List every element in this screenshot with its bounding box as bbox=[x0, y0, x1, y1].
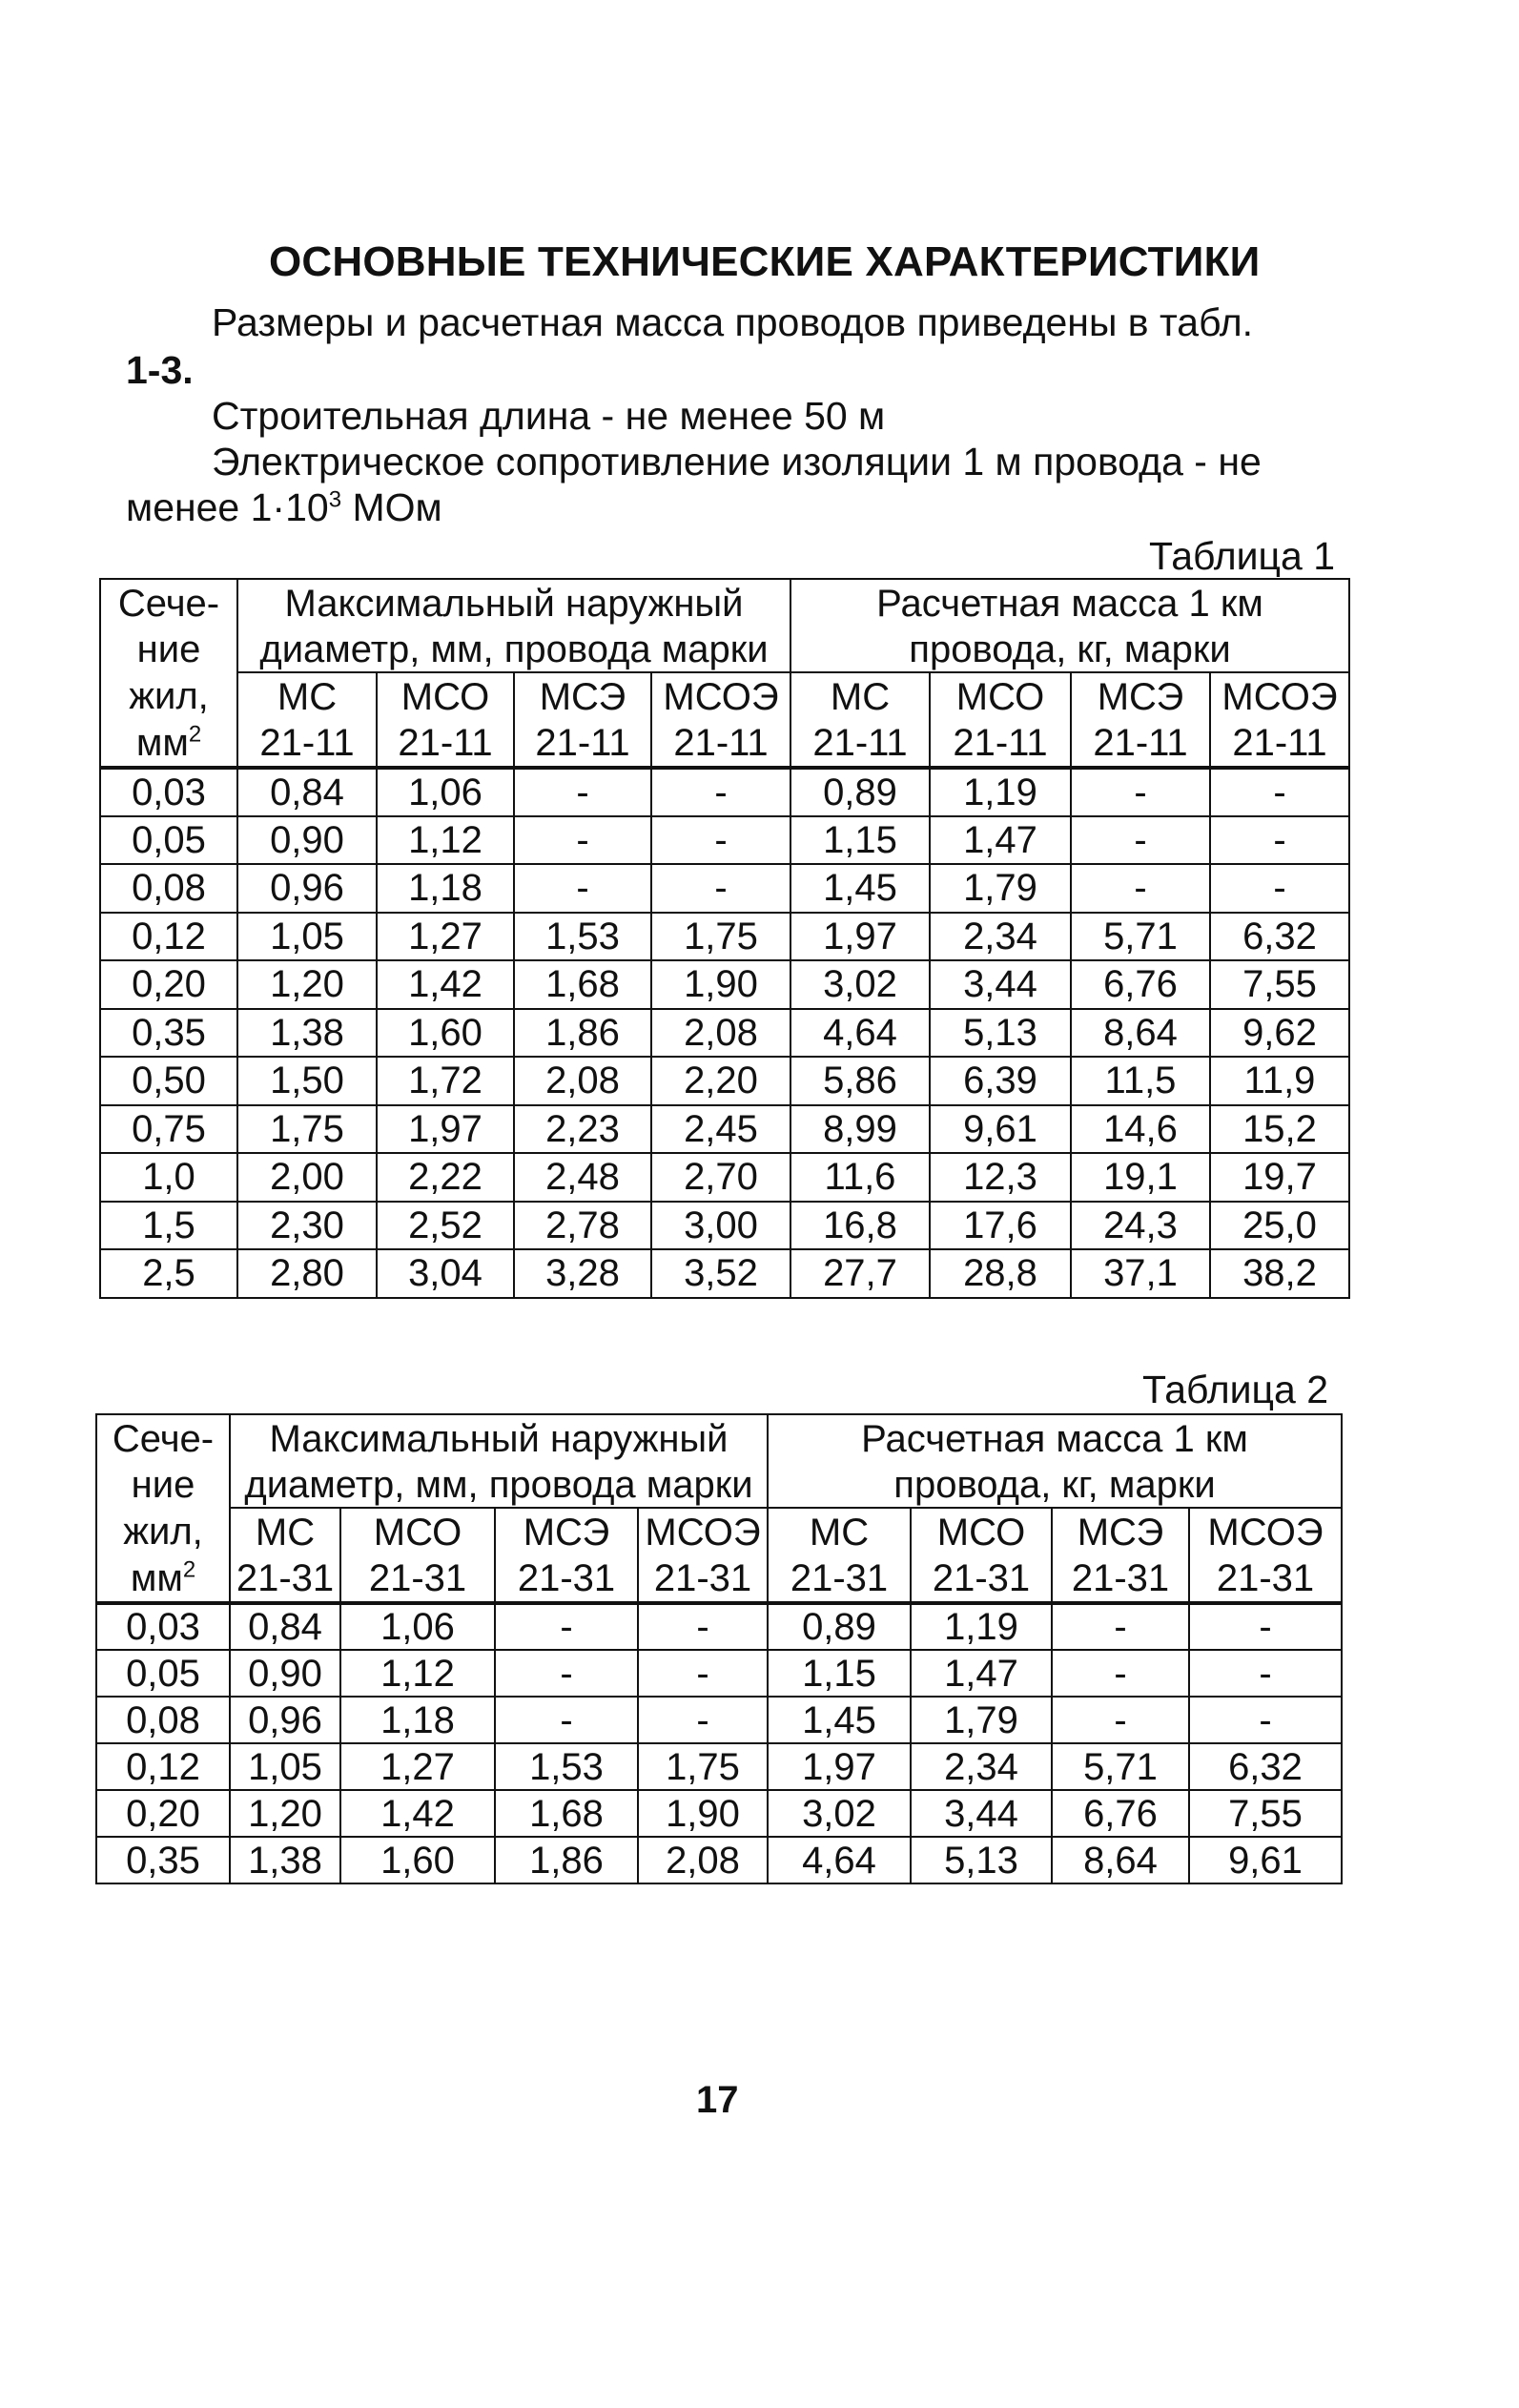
table1-brand: МСОЭ bbox=[651, 672, 790, 720]
table-cell-value: - bbox=[1052, 1697, 1189, 1743]
table-cell-value: 1,53 bbox=[514, 913, 651, 961]
table1-brand: МСЭ bbox=[514, 672, 651, 720]
table-cell-value: 0,84 bbox=[230, 1603, 340, 1650]
table-cell-section: 1,5 bbox=[100, 1202, 237, 1250]
table-cell-value: 2,34 bbox=[930, 913, 1071, 961]
table-cell-value: 2,08 bbox=[514, 1057, 651, 1105]
table1-diameter-group-header-l2: диаметр, мм, провода марки bbox=[237, 627, 790, 672]
length-paragraph: Строительная длина - не менее 50 м bbox=[212, 394, 886, 438]
table2-brand: МСЭ bbox=[1052, 1508, 1189, 1555]
table-cell-value: 27,7 bbox=[790, 1249, 930, 1298]
table-cell-value: 1,72 bbox=[377, 1057, 514, 1105]
table1-code: 21-11 bbox=[1210, 720, 1349, 768]
table-cell-value: 1,05 bbox=[230, 1743, 340, 1790]
table-cell-value: 4,64 bbox=[790, 1009, 930, 1058]
table2-mass-group-header: Расчетная масса 1 км bbox=[768, 1414, 1342, 1462]
table-cell-value: 12,3 bbox=[930, 1153, 1071, 1202]
intro-paragraph-line1: Размеры и расчетная масса проводов приведены в табл. bbox=[212, 300, 1254, 344]
table-row bbox=[100, 1105, 1349, 1154]
table2-code: 21-31 bbox=[768, 1555, 911, 1603]
table-cell-value: 1,75 bbox=[651, 913, 790, 961]
table-cell-value: 25,0 bbox=[1210, 1202, 1349, 1250]
table-cell-value: 4,64 bbox=[768, 1837, 911, 1883]
table-cell-value: 1,42 bbox=[340, 1790, 495, 1837]
table-cell-value: - bbox=[514, 768, 651, 816]
table-cell-value: - bbox=[1071, 864, 1210, 913]
table-cell-value: 1,90 bbox=[651, 960, 790, 1009]
table-cell-value: 1,19 bbox=[930, 768, 1071, 816]
table-row bbox=[100, 816, 1349, 865]
table-cell-value: - bbox=[638, 1697, 768, 1743]
table-cell-value: - bbox=[1052, 1603, 1189, 1650]
table2-code: 21-31 bbox=[911, 1555, 1052, 1603]
table-cell-value: 5,71 bbox=[1071, 913, 1210, 961]
table-cell-value: 1,60 bbox=[377, 1009, 514, 1058]
table-cell-value: 1,38 bbox=[230, 1837, 340, 1883]
table-cell-value: 2,48 bbox=[514, 1153, 651, 1202]
table-cell-value: 1,53 bbox=[495, 1743, 638, 1790]
table1-section-header-l4: $мм^2$ bbox=[100, 720, 237, 768]
table2-brand: МСО bbox=[340, 1508, 495, 1555]
table-cell-value: - bbox=[1189, 1697, 1342, 1743]
table-cell-value: 16,8 bbox=[790, 1202, 930, 1250]
table2-brand: МСО bbox=[911, 1508, 1052, 1555]
table-cell-section: 1,0 bbox=[100, 1153, 237, 1202]
table-cell-value: - bbox=[651, 864, 790, 913]
table1-section-header-l3: жил, bbox=[100, 672, 237, 720]
table-cell-section: 0,12 bbox=[100, 913, 237, 961]
table-cell-section: 0,05 bbox=[96, 1650, 230, 1697]
table-cell-value: - bbox=[1189, 1650, 1342, 1697]
table-cell-section: 0,03 bbox=[96, 1603, 230, 1650]
table-row bbox=[100, 1153, 1349, 1202]
table1-brand: МСО bbox=[377, 672, 514, 720]
table1-caption: Таблица 1 bbox=[1149, 534, 1335, 578]
table-cell-value: 1,86 bbox=[514, 1009, 651, 1058]
table-cell-value: - bbox=[1189, 1603, 1342, 1650]
table2-section-header-l4: $мм^2$ bbox=[96, 1555, 230, 1603]
table1-mass-group-header-l2: провода, кг, марки bbox=[790, 627, 1349, 672]
table-cell-value: 1,79 bbox=[911, 1697, 1052, 1743]
table1-brand: МС bbox=[237, 672, 377, 720]
table-cell-value: 1,90 bbox=[638, 1790, 768, 1837]
table-cell-value: 1,50 bbox=[237, 1057, 377, 1105]
table1-mass-group-header: Расчетная масса 1 км bbox=[790, 579, 1349, 627]
table-cell-value: 5,71 bbox=[1052, 1743, 1189, 1790]
table-row bbox=[96, 1697, 1342, 1743]
table-cell-value: 2,08 bbox=[638, 1837, 768, 1883]
table-cell-value: 1,12 bbox=[340, 1650, 495, 1697]
table-cell-value: - bbox=[1052, 1650, 1189, 1697]
table-cell-value: 0,96 bbox=[230, 1697, 340, 1743]
table2-diameter-group-header-l2: диаметр, мм, провода марки bbox=[230, 1462, 768, 1508]
table-cell-value: - bbox=[514, 816, 651, 865]
table-cell-value: 9,61 bbox=[1189, 1837, 1342, 1883]
table-cell-value: 2,80 bbox=[237, 1249, 377, 1298]
table-cell-value: 0,96 bbox=[237, 864, 377, 913]
table-cell-value: 5,13 bbox=[930, 1009, 1071, 1058]
table-cell-value: 1,06 bbox=[340, 1603, 495, 1650]
table-cell-value: 19,7 bbox=[1210, 1153, 1349, 1202]
table2-diameter-group-header: Максимальный наружный bbox=[230, 1414, 768, 1462]
table-row bbox=[100, 864, 1349, 913]
table-cell-value: 6,39 bbox=[930, 1057, 1071, 1105]
table-row bbox=[100, 1249, 1349, 1298]
table1-code: 21-11 bbox=[377, 720, 514, 768]
table-cell-value: - bbox=[1071, 816, 1210, 865]
table-cell-value: 1,68 bbox=[514, 960, 651, 1009]
table1-section-header: Сече- bbox=[100, 579, 237, 627]
table-cell-value: 14,6 bbox=[1071, 1105, 1210, 1154]
page-number: 17 bbox=[696, 2079, 739, 2121]
table2-brand: МС bbox=[768, 1508, 911, 1555]
table-cell-value: 3,00 bbox=[651, 1202, 790, 1250]
table-cell-value: - bbox=[1210, 864, 1349, 913]
table-cell-value: 0,84 bbox=[237, 768, 377, 816]
table-cell-value: 3,02 bbox=[768, 1790, 911, 1837]
table-cell-value: 7,55 bbox=[1210, 960, 1349, 1009]
table-cell-value: 1,42 bbox=[377, 960, 514, 1009]
table-cell-value: 1,68 bbox=[495, 1790, 638, 1837]
table-row bbox=[96, 1650, 1342, 1697]
table-cell-value: 3,44 bbox=[930, 960, 1071, 1009]
table2-code: 21-31 bbox=[495, 1555, 638, 1603]
table1-code: 21-11 bbox=[237, 720, 377, 768]
table-cell-value: 11,6 bbox=[790, 1153, 930, 1202]
table-cell-value: 11,9 bbox=[1210, 1057, 1349, 1105]
table-cell-value: 1,38 bbox=[237, 1009, 377, 1058]
table2-code: 21-31 bbox=[340, 1555, 495, 1603]
intro-paragraph-line2: 1-3. bbox=[126, 348, 194, 392]
table1-code: 21-11 bbox=[930, 720, 1071, 768]
table-cell-section: 0,08 bbox=[100, 864, 237, 913]
table2-section-header-l2: ние bbox=[96, 1462, 230, 1508]
table-row bbox=[100, 913, 1349, 961]
table-cell-value: 5,86 bbox=[790, 1057, 930, 1105]
table-row bbox=[96, 1790, 1342, 1837]
table-row bbox=[100, 960, 1349, 1009]
table-cell-value: 3,04 bbox=[377, 1249, 514, 1298]
table2-code: 21-31 bbox=[638, 1555, 768, 1603]
table-cell-value: 1,12 bbox=[377, 816, 514, 865]
table-cell-value: 1,97 bbox=[768, 1743, 911, 1790]
table-cell-value: - bbox=[1071, 768, 1210, 816]
table-cell-value: 1,97 bbox=[790, 913, 930, 961]
table-row bbox=[96, 1837, 1342, 1883]
table1-code: 21-11 bbox=[1071, 720, 1210, 768]
table-row bbox=[100, 1202, 1349, 1250]
table2-code: 21-31 bbox=[1052, 1555, 1189, 1603]
table-cell-value: 2,08 bbox=[651, 1009, 790, 1058]
table-cell-value: 0,90 bbox=[237, 816, 377, 865]
table2-section-header: Сече- bbox=[96, 1414, 230, 1462]
table-cell-section: 0,50 bbox=[100, 1057, 237, 1105]
table-cell-value: 1,15 bbox=[768, 1650, 911, 1697]
table1-brand: МС bbox=[790, 672, 930, 720]
table-cell-value: 0,90 bbox=[230, 1650, 340, 1697]
table-row bbox=[100, 768, 1349, 816]
table-cell-value: - bbox=[651, 768, 790, 816]
table1 bbox=[99, 578, 1350, 1299]
table-cell-value: 6,76 bbox=[1071, 960, 1210, 1009]
table2-mass-group-header-l2: провода, кг, марки bbox=[768, 1462, 1342, 1508]
table-cell-section: 0,20 bbox=[96, 1790, 230, 1837]
table1-diameter-group-header: Максимальный наружный bbox=[237, 579, 790, 627]
table-cell-value: 7,55 bbox=[1189, 1790, 1342, 1837]
table2-brand: МСОЭ bbox=[1189, 1508, 1342, 1555]
resistance-exponent: 3 bbox=[328, 486, 342, 513]
table-cell-value: 8,99 bbox=[790, 1105, 930, 1154]
table1-brand: МСО bbox=[930, 672, 1071, 720]
table-cell-value: 8,64 bbox=[1071, 1009, 1210, 1058]
table-cell-value: - bbox=[1210, 816, 1349, 865]
resistance-paragraph-line2 bbox=[126, 485, 442, 529]
table-cell-value: 0,89 bbox=[768, 1603, 911, 1650]
table-cell-value: 1,79 bbox=[930, 864, 1071, 913]
table2-code: 21-31 bbox=[230, 1555, 340, 1603]
table-cell-value: 2,34 bbox=[911, 1743, 1052, 1790]
table-cell-value: - bbox=[495, 1650, 638, 1697]
table2-brand: МСОЭ bbox=[638, 1508, 768, 1555]
resistance-paragraph-line1: Электрическое сопротивление изоляции 1 м провода - не bbox=[212, 440, 1262, 484]
table-cell-value: 2,52 bbox=[377, 1202, 514, 1250]
table-cell-value: - bbox=[651, 816, 790, 865]
table-row bbox=[96, 1743, 1342, 1790]
table-cell-value: 1,20 bbox=[237, 960, 377, 1009]
table2-code: 21-31 bbox=[1189, 1555, 1342, 1603]
table-cell-value: 2,22 bbox=[377, 1153, 514, 1202]
table-cell-value: 6,76 bbox=[1052, 1790, 1189, 1837]
table-cell-value: - bbox=[495, 1697, 638, 1743]
table-cell-value: 2,70 bbox=[651, 1153, 790, 1202]
table-cell-value: - bbox=[1210, 768, 1349, 816]
table-cell-value: 1,75 bbox=[237, 1105, 377, 1154]
table-cell-value: 37,1 bbox=[1071, 1249, 1210, 1298]
table-cell-section: 2,5 bbox=[100, 1249, 237, 1298]
table-cell-section: 0,05 bbox=[100, 816, 237, 865]
table1-section-header-l2: ние bbox=[100, 627, 237, 672]
table-cell-value: 1,75 bbox=[638, 1743, 768, 1790]
table-cell-value: 17,6 bbox=[930, 1202, 1071, 1250]
table-cell-value: - bbox=[638, 1603, 768, 1650]
table-cell-value: 1,19 bbox=[911, 1603, 1052, 1650]
resistance-value: менее 1·10 bbox=[126, 485, 329, 529]
table2-brand: МСЭ bbox=[495, 1508, 638, 1555]
table-cell-value: 9,62 bbox=[1210, 1009, 1349, 1058]
table-cell-value: 2,78 bbox=[514, 1202, 651, 1250]
table-cell-value: 6,32 bbox=[1189, 1743, 1342, 1790]
table1-brand: МСОЭ bbox=[1210, 672, 1349, 720]
table2-section-header-l3: жил, bbox=[96, 1508, 230, 1555]
table2-brand: МС bbox=[230, 1508, 340, 1555]
table-cell-value: 15,2 bbox=[1210, 1105, 1349, 1154]
resistance-unit: МОм bbox=[341, 485, 442, 529]
table1-brand: МСЭ bbox=[1071, 672, 1210, 720]
table-cell-value: 1,47 bbox=[930, 816, 1071, 865]
table-cell-section: 0,20 bbox=[100, 960, 237, 1009]
table-cell-value: 1,27 bbox=[377, 913, 514, 961]
table-cell-value: 3,28 bbox=[514, 1249, 651, 1298]
table-cell-value: 1,27 bbox=[340, 1743, 495, 1790]
table-cell-value: 24,3 bbox=[1071, 1202, 1210, 1250]
table-cell-value: - bbox=[495, 1603, 638, 1650]
table-cell-section: 0,35 bbox=[100, 1009, 237, 1058]
table-cell-value: 38,2 bbox=[1210, 1249, 1349, 1298]
table-cell-section: 0,35 bbox=[96, 1837, 230, 1883]
table-cell-value: 9,61 bbox=[930, 1105, 1071, 1154]
table2 bbox=[95, 1413, 1343, 1884]
table-cell-value: 5,13 bbox=[911, 1837, 1052, 1883]
table-cell-value: 8,64 bbox=[1052, 1837, 1189, 1883]
table-row bbox=[96, 1603, 1342, 1650]
table-cell-value: 2,20 bbox=[651, 1057, 790, 1105]
table-cell-value: 1,05 bbox=[237, 913, 377, 961]
table-cell-section: 0,12 bbox=[96, 1743, 230, 1790]
table-cell-section: 0,08 bbox=[96, 1697, 230, 1743]
table-cell-value: 6,32 bbox=[1210, 913, 1349, 961]
table1-code: 21-11 bbox=[514, 720, 651, 768]
table-cell-value: 1,15 bbox=[790, 816, 930, 865]
table-cell-value: 28,8 bbox=[930, 1249, 1071, 1298]
table-cell-value: 1,60 bbox=[340, 1837, 495, 1883]
table-cell-value: 3,44 bbox=[911, 1790, 1052, 1837]
table-row bbox=[100, 1009, 1349, 1058]
table-cell-value: 2,00 bbox=[237, 1153, 377, 1202]
table1-code: 21-11 bbox=[790, 720, 930, 768]
table-cell-value: 19,1 bbox=[1071, 1153, 1210, 1202]
table-cell-value: 1,45 bbox=[790, 864, 930, 913]
table-cell-value: 2,45 bbox=[651, 1105, 790, 1154]
table1-code: 21-11 bbox=[651, 720, 790, 768]
table-cell-value: 2,23 bbox=[514, 1105, 651, 1154]
table-cell-section: 0,03 bbox=[100, 768, 237, 816]
page-heading: ОСНОВНЫЕ ТЕХНИЧЕСКИЕ ХАРАКТЕРИСТИКИ bbox=[269, 238, 1261, 285]
table-row bbox=[100, 1057, 1349, 1105]
table-cell-value: 1,86 bbox=[495, 1837, 638, 1883]
table-cell-value: 1,06 bbox=[377, 768, 514, 816]
table-cell-value: 1,97 bbox=[377, 1105, 514, 1154]
table-cell-value: 1,18 bbox=[377, 864, 514, 913]
table-cell-value: 3,52 bbox=[651, 1249, 790, 1298]
table-cell-section: 0,75 bbox=[100, 1105, 237, 1154]
table-cell-value: 1,20 bbox=[230, 1790, 340, 1837]
table-cell-value: 3,02 bbox=[790, 960, 930, 1009]
table-cell-value: 1,45 bbox=[768, 1697, 911, 1743]
table-cell-value: - bbox=[514, 864, 651, 913]
table-cell-value: 11,5 bbox=[1071, 1057, 1210, 1105]
table-cell-value: 2,30 bbox=[237, 1202, 377, 1250]
table2-caption: Таблица 2 bbox=[1142, 1368, 1328, 1411]
table-cell-value: 1,18 bbox=[340, 1697, 495, 1743]
table-cell-value: 0,89 bbox=[790, 768, 930, 816]
table-cell-value: - bbox=[638, 1650, 768, 1697]
table-cell-value: 1,47 bbox=[911, 1650, 1052, 1697]
